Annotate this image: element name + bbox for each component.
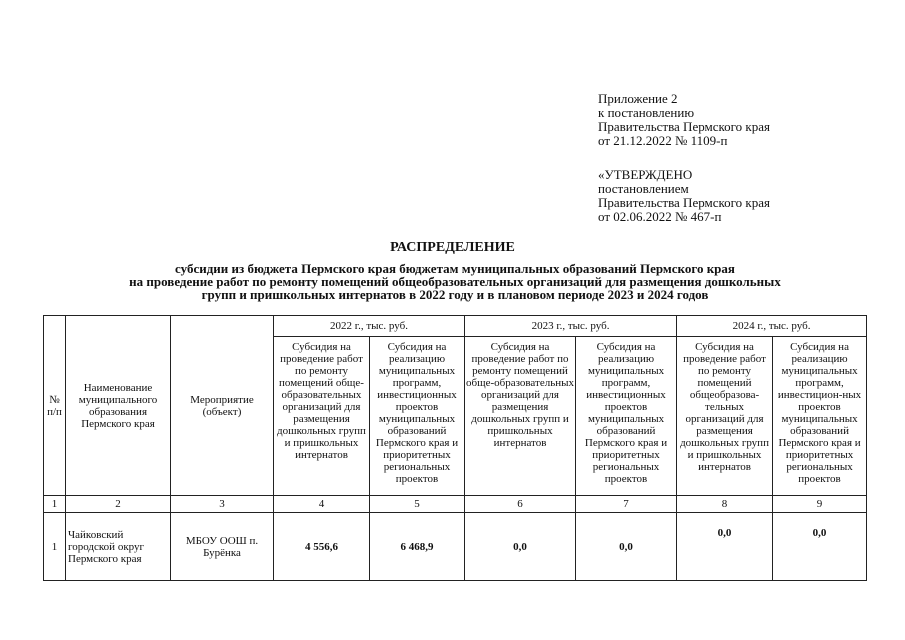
column-number: 6 bbox=[465, 496, 576, 513]
document-subtitle bbox=[40, 262, 870, 301]
header-event: Мероприятие (объект) bbox=[171, 316, 274, 496]
header-repair-2024: Субсидия на проведение работ по ремонту помещений общеобразова-тельных организаций для размещения дошкольных групп и пришкольных интернатов bbox=[677, 337, 773, 496]
subtitle-line: групп и пришкольных интернатов в 2022 году и в плановом периоде 2023 и 2024 годов bbox=[201, 287, 709, 302]
distribution-table bbox=[43, 315, 867, 581]
column-number: 7 bbox=[576, 496, 677, 513]
approved-block bbox=[598, 168, 770, 224]
column-number-row bbox=[44, 496, 867, 513]
appendix-line: Приложение 2 bbox=[598, 91, 678, 106]
row-value-2022-program: 6 468,9 bbox=[370, 513, 465, 581]
appendix-line: от 21.12.2022 № 1109-п bbox=[598, 133, 728, 148]
header-row-years bbox=[44, 316, 867, 337]
appendix-line: Правительства Пермского края bbox=[598, 119, 770, 134]
approved-line: от 02.06.2022 № 467-п bbox=[598, 209, 722, 224]
table-row bbox=[44, 513, 867, 581]
column-number: 3 bbox=[171, 496, 274, 513]
column-number: 9 bbox=[773, 496, 867, 513]
column-number: 2 bbox=[66, 496, 171, 513]
row-event: МБОУ ООШ п. Бурёнка bbox=[171, 513, 274, 581]
approved-line: «УТВЕРЖДЕНО bbox=[598, 167, 693, 182]
header-program-2022: Субсидия на реализацию муниципальных программ, инвестиционных проектов муниципальных образований Пермского края и приоритетных региональных проектов bbox=[370, 337, 465, 496]
row-value-2024-repair: 0,0 bbox=[677, 513, 773, 581]
document-title: РАСПРЕДЕЛЕНИЕ bbox=[390, 240, 515, 255]
header-year-2023: 2023 г., тыс. руб. bbox=[465, 316, 677, 337]
subtitle-line: на проведение работ по ремонту помещений общеобразовательных организаций для размещения дошкольных bbox=[129, 274, 781, 289]
row-municipality: Чайковский городской округ Пермского края bbox=[66, 513, 171, 581]
header-name: Наименование муниципального образования Пермского края bbox=[66, 316, 171, 496]
row-value-2024-program: 0,0 bbox=[773, 513, 867, 581]
row-value-2022-repair: 4 556,6 bbox=[274, 513, 370, 581]
header-repair-2023: Субсидия на проведение работ по ремонту помещений обще-образовательных организаций для размещения дошкольных групп и пришкольных интернатов bbox=[465, 337, 576, 496]
column-number: 1 bbox=[44, 496, 66, 513]
subtitle-line: субсидии из бюджета Пермского края бюджетам муниципальных образований Пермского края bbox=[175, 261, 735, 276]
header-no: № п/п bbox=[44, 316, 66, 496]
appendix-block bbox=[598, 92, 770, 148]
row-no: 1 bbox=[44, 513, 66, 581]
appendix-line: к постановлению bbox=[598, 105, 695, 120]
header-year-2024: 2024 г., тыс. руб. bbox=[677, 316, 867, 337]
approved-line: Правительства Пермского края bbox=[598, 195, 770, 210]
column-number: 4 bbox=[274, 496, 370, 513]
approved-line: постановлением bbox=[598, 181, 689, 196]
column-number: 5 bbox=[370, 496, 465, 513]
header-program-2023: Субсидия на реализацию муниципальных программ, инвестиционных проектов муниципальных образований Пермского края и приоритетных региональных проектов bbox=[576, 337, 677, 496]
header-program-2024: Субсидия на реализацию муниципальных программ, инвестицион-ных проектов муниципальных образований Пермского края и приоритетных региональных проектов bbox=[773, 337, 867, 496]
column-number: 8 bbox=[677, 496, 773, 513]
header-repair-2022: Субсидия на проведение работ по ремонту помещений обще-образовательных организаций для размещения дошкольных групп и пришкольных интернатов bbox=[274, 337, 370, 496]
row-value-2023-repair: 0,0 bbox=[465, 513, 576, 581]
row-value-2023-program: 0,0 bbox=[576, 513, 677, 581]
header-year-2022: 2022 г., тыс. руб. bbox=[274, 316, 465, 337]
